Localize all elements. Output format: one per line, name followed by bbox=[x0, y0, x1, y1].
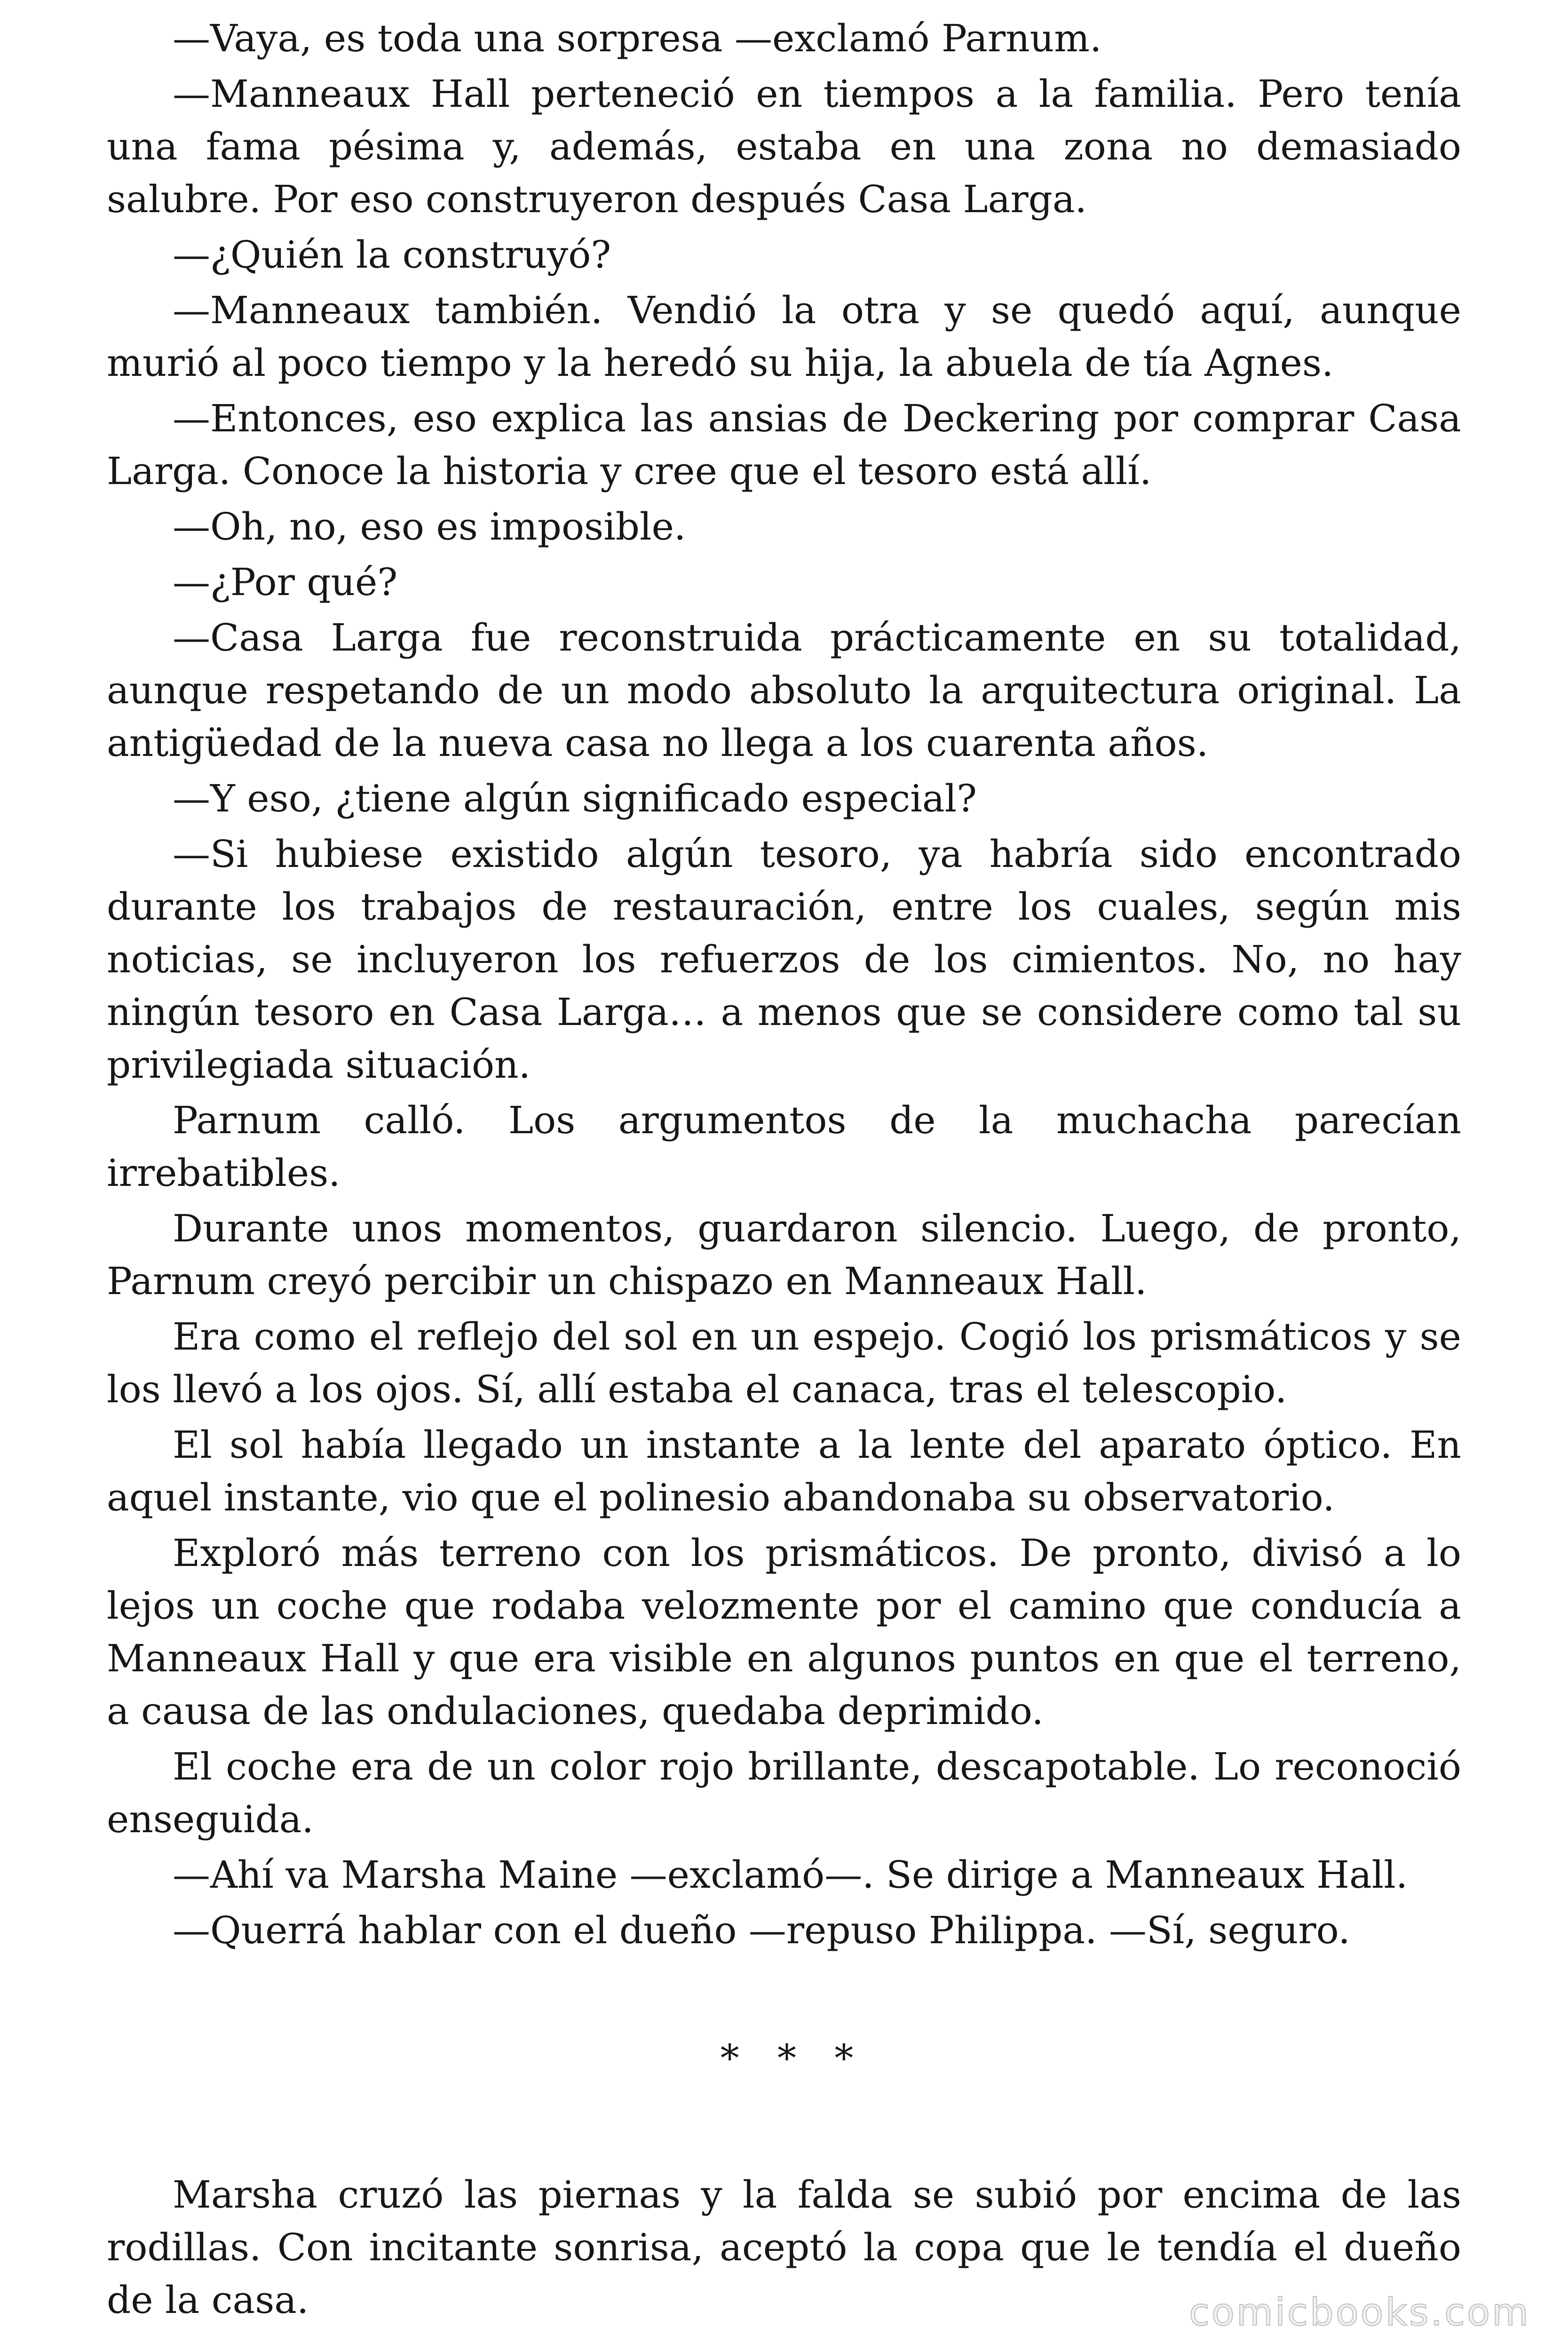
paragraph: —Manneaux Hall perteneció en tiempos a la familia. Pero tenía una fama pésima y, además, estaba en una zona no demasiado salubre. Por eso construyeron después Casa Larga. bbox=[107, 72, 1461, 221]
paragraph: —Manneaux también. Vendió la otra y se quedó aquí, aunque murió al poco tiempo y la heredó su hija, la abuela de tía Agnes. bbox=[107, 288, 1461, 385]
paragraph: —Entonces, eso explica las ansias de Deckering por comprar Casa Larga. Conoce la historia y cree que el tesoro está allí. bbox=[107, 397, 1461, 493]
paragraph: —Si hubiese existido algún tesoro, ya habría sido encontrado durante los trabajos de restauración, entre los cuales, según mis noticias, se incluyeron los refuerzos de los cimientos. No, no hay ningún tesoro en Casa Larga… a menos que se considere como tal su privilegiada situación. bbox=[107, 832, 1461, 1087]
watermark: comicbooks.com bbox=[1188, 2290, 1530, 2334]
paragraph: Durante unos momentos, guardaron silencio. Luego, de pronto, Parnum creyó percibir un chispazo en Manneaux Hall. bbox=[107, 1207, 1461, 1303]
paragraph: —Querrá hablar con el dueño —repuso Philippa. —Sí, seguro. bbox=[173, 1908, 1350, 1952]
paragraph: —Casa Larga fue reconstruida prácticamente en su totalidad, aunque respetando de un modo absoluto la arquitectura original. La antigüedad de la nueva casa no llega a los cuarenta años. bbox=[107, 616, 1461, 765]
paragraph: El sol había llegado un instante a la lente del aparato óptico. En aquel instante, vio que el polinesio abandonaba su observatorio. bbox=[107, 1423, 1461, 1519]
paragraph: —Ahí va Marsha Maine —exclamó—. Se dirige a Manneaux Hall. bbox=[173, 1853, 1408, 1897]
paragraph: El coche era de un color rojo brillante, descapotable. Lo reconoció enseguida. bbox=[107, 1745, 1461, 1841]
paragraph: —Y eso, ¿tiene algún significado especial? bbox=[173, 777, 977, 820]
paragraph: Era como el reflejo del sol en un espejo. Cogió los prismáticos y se los llevó a los ojos. Sí, allí estaba el canaca, tras el telescopio. bbox=[107, 1315, 1461, 1411]
paragraph: —¿Quién la construyó? bbox=[173, 233, 611, 277]
paragraph: —¿Por qué? bbox=[173, 560, 398, 604]
text-column bbox=[107, 12, 1461, 2327]
paragraph: Marsha cruzó las piernas y la falda se subió por encima de las rodillas. Con incitante sonrisa, aceptó la copa que le tendía el dueño de la casa. bbox=[107, 2173, 1461, 2322]
scene-break: * * * bbox=[720, 2036, 867, 2080]
paragraph: —Vaya, es toda una sorpresa —exclamó Parnum. bbox=[173, 16, 1102, 60]
paragraph: Exploró más terreno con los prismáticos. De pronto, divisó a lo lejos un coche que rodaba velozmente por el camino que conducía a Manneaux Hall y que era visible en algunos puntos en que el terreno, a causa de las ondulaciones, quedaba deprimido. bbox=[107, 1531, 1461, 1733]
paragraph: —Oh, no, eso es imposible. bbox=[173, 505, 686, 548]
paragraph: Parnum calló. Los argumentos de la muchacha parecían irrebatibles. bbox=[107, 1098, 1461, 1195]
